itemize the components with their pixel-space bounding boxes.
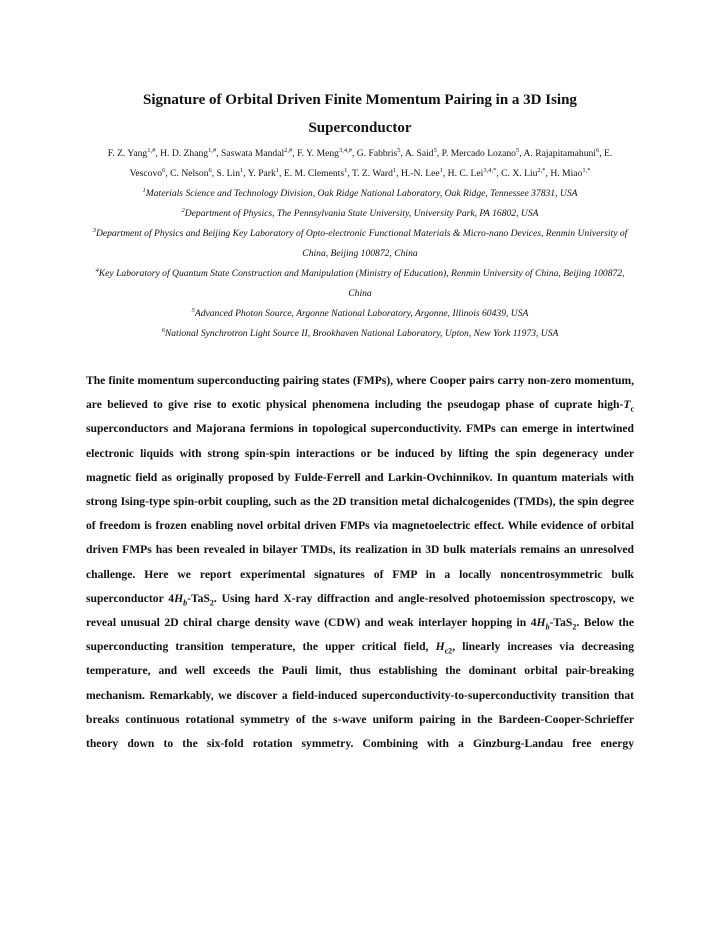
affiliation-text: Department of Physics, The Pennsylvania State University, University Park, PA 16802, USA xyxy=(184,208,539,219)
author-name: G. Fabbris xyxy=(356,148,398,159)
author-name: H. Miao xyxy=(550,168,583,179)
author xyxy=(501,168,545,179)
author-affiliation-mark: 3,4,# xyxy=(338,146,352,154)
affiliation-number: 2 xyxy=(181,206,185,214)
author-affiliation-mark: 6 xyxy=(595,146,600,154)
author-affiliation-mark: 5 xyxy=(515,146,520,154)
affiliation-number: 5 xyxy=(191,306,195,314)
author xyxy=(352,168,396,179)
author-name: F. Z. Yang xyxy=(107,148,148,159)
author-name: F. Y. Meng xyxy=(297,148,339,159)
author-affiliation-mark: 1,* xyxy=(582,166,591,174)
author xyxy=(357,148,401,159)
abstract-segment: 2 xyxy=(572,622,577,632)
affiliation-text: Advanced Photon Source, Argonne National Laboratory, Argonne, Illinois 60439, USA xyxy=(194,308,529,319)
author xyxy=(221,148,292,159)
author xyxy=(108,148,156,159)
author-affiliation-mark: 1 xyxy=(439,166,443,174)
abstract-segment: -TaS xyxy=(549,616,573,630)
affiliation-number: 6 xyxy=(161,326,165,334)
author-affiliation-mark: 3,4,* xyxy=(483,166,497,174)
author-name: T. Z. Ward xyxy=(351,168,393,179)
author-affiliation-mark: 2,* xyxy=(537,166,546,174)
author-affiliation-mark: 6 xyxy=(162,166,166,174)
affiliation-number: 3 xyxy=(92,226,96,234)
abstract-segment: c2 xyxy=(444,646,453,656)
author xyxy=(550,168,590,179)
abstract-segment: 2 xyxy=(209,598,214,608)
author-name: Saswata Mandal xyxy=(221,148,285,159)
author-name: C. X. Liu xyxy=(501,168,538,179)
abstract-segment: H xyxy=(435,640,445,654)
affiliation-number: 4 xyxy=(95,266,99,274)
author xyxy=(284,168,347,179)
affiliation xyxy=(88,304,632,324)
abstract-segment: The finite momentum superconducting pairing states (FMPs), where Cooper pairs carry non-zero momentum, are believed to give rise to exotic physical phenomena including the pseudogap phase of cuprate high- xyxy=(86,374,634,412)
author-affiliation-mark: 1 xyxy=(392,166,397,174)
abstract-segment: -TaS xyxy=(187,591,210,605)
abstract-segment: T xyxy=(623,398,631,412)
author xyxy=(524,148,600,159)
abstract-segment: , linearly increases via decreasing temperature, and well exceeds the Pauli limit, thus establishing the dominant orbital pair-breaking mechanism. Remarkably, we discover a field-induced superconductivity-to-superconductivity transition that breaks continuous rotational symmetry of the s-wave uniform pairing in the Bardeen-Cooper-Schrieffer theory down to the six-fold rotation symmetry. Combining with a Ginzburg-Landau free energy xyxy=(86,640,634,751)
affiliation xyxy=(88,204,632,224)
author-affiliation-mark: 1 xyxy=(240,166,244,174)
author-name: C. Nelson xyxy=(170,168,209,179)
author xyxy=(217,168,244,179)
affiliation-text: Department of Physics and Beijing Key Laboratory of Opto-electronic Functional Materials & Micro-nano Devices, Renmin University of China, Beijing 100872, China xyxy=(95,228,628,259)
abstract-segment: . Below the superconducting transition temperature, the upper critical field, xyxy=(86,616,634,654)
author-affiliation-mark: 5 xyxy=(433,146,437,154)
author-affiliation-mark: 1 xyxy=(275,166,280,174)
affiliation xyxy=(88,224,632,264)
author xyxy=(401,168,443,179)
abstract-segment: . Using hard X-ray diffraction and angle-resolved photoemission spectroscopy, we reveal unusual 2D chiral charge density wave (CDW) and weak interlayer hopping in 4 xyxy=(86,591,634,630)
author xyxy=(248,168,279,179)
author-name: H. D. Zhang xyxy=(160,148,209,159)
affiliation-number: 1 xyxy=(142,186,146,194)
affiliation-text: Key Laboratory of Quantum State Construction and Manipulation (Ministry of Education), Renmin University of China, Beijing 100872, China xyxy=(98,268,625,299)
abstract-segment: H xyxy=(174,591,184,605)
affiliation-list xyxy=(86,184,634,344)
affiliation-text: National Synchrotron Light Source II, Brookhaven National Laboratory, Upton, New York 11973, USA xyxy=(164,328,559,339)
author xyxy=(160,148,216,159)
author-affiliation-mark: 1 xyxy=(344,166,348,174)
paper-title: Signature of Orbital Driven Finite Momentum Pairing in a 3D Ising Superconductor xyxy=(143,92,577,136)
affiliation xyxy=(88,264,632,304)
author-name: E. M. Clements xyxy=(283,168,345,179)
author xyxy=(448,168,497,179)
author-name: P. Mercado Lozano xyxy=(441,148,516,159)
author-name: E. Vescovo xyxy=(129,148,613,179)
author-affiliation-mark: 2,# xyxy=(284,146,293,154)
author-name: A. Said xyxy=(404,148,434,159)
abstract-text xyxy=(86,369,634,756)
author xyxy=(297,148,352,159)
author-name: Y. Park xyxy=(247,168,276,179)
affiliation xyxy=(88,324,632,344)
author-affiliation-mark: 1,# xyxy=(147,146,156,154)
author-name: H.-N. Lee xyxy=(400,168,440,179)
author-affiliation-mark: 5 xyxy=(397,146,401,154)
author-name: H. C. Lei xyxy=(447,168,484,179)
author-affiliation-mark: 1,# xyxy=(208,146,217,154)
affiliation-text: Materials Science and Technology Division, Oak Ridge National Laboratory, Oak Ridge, Tennessee 37831, USA xyxy=(145,188,578,199)
author xyxy=(442,148,520,159)
author xyxy=(405,148,437,159)
abstract-segment: b xyxy=(545,622,550,632)
author-list: F. Z. Yang$^{1,\#}$, H. D. Zhang$^{1,\#}$, Saswata Mandal$^{2,\#}$, F. Y. Meng$^{3,4,\#}$, G. Fabbris$^5$, A. Said$^5$, P. Mercado Lozano$^5$, A. Rajapitamahuni$^6$, E. Vescovo$^6$, C. Nelson$^6$, S. Lin$^1$, Y. Park$^1$, E. M. Clements$^1$, T. Z. Ward$^1$, H.-N. Lee$^1$, H. C. Lei$^{3,4,*}$, C. X. Liu$^{2,*}$, H. Miao$^{1,*}$ xyxy=(107,146,613,179)
author-affiliation-mark: 6 xyxy=(208,166,212,174)
affiliation xyxy=(88,184,632,204)
abstract-segment: b xyxy=(183,598,188,608)
author-name: A. Rajapitamahuni xyxy=(523,148,596,159)
author-name: S. Lin xyxy=(216,168,241,179)
abstract-segment: H xyxy=(536,616,546,630)
abstract-segment: c xyxy=(630,404,634,414)
author xyxy=(170,168,212,179)
abstract-segment: superconductors and Majorana fermions in topological superconductivity. FMPs can emerge in intertwined electronic liquids with strong spin-spin interactions or be induced by lifting the spin degeneracy under magnetic field as originally proposed by Fulde-Ferrell and Larkin-Ovchinnikov. In quantum materials with strong Ising-type spin-orbit coupling, such as the 2D transition metal dichalcogenides (TMDs), the spin degree of freedom is frozen enabling novel orbital driven FMPs via magnetoelectric effect. While evidence of orbital driven FMPs has been revealed in bilayer TMDs, its realization in 3D bulk materials remains an unresolved challenge. Here we report experimental signatures of FMP in a locally noncentrosymmetric bulk superconductor 4 xyxy=(86,422,634,605)
